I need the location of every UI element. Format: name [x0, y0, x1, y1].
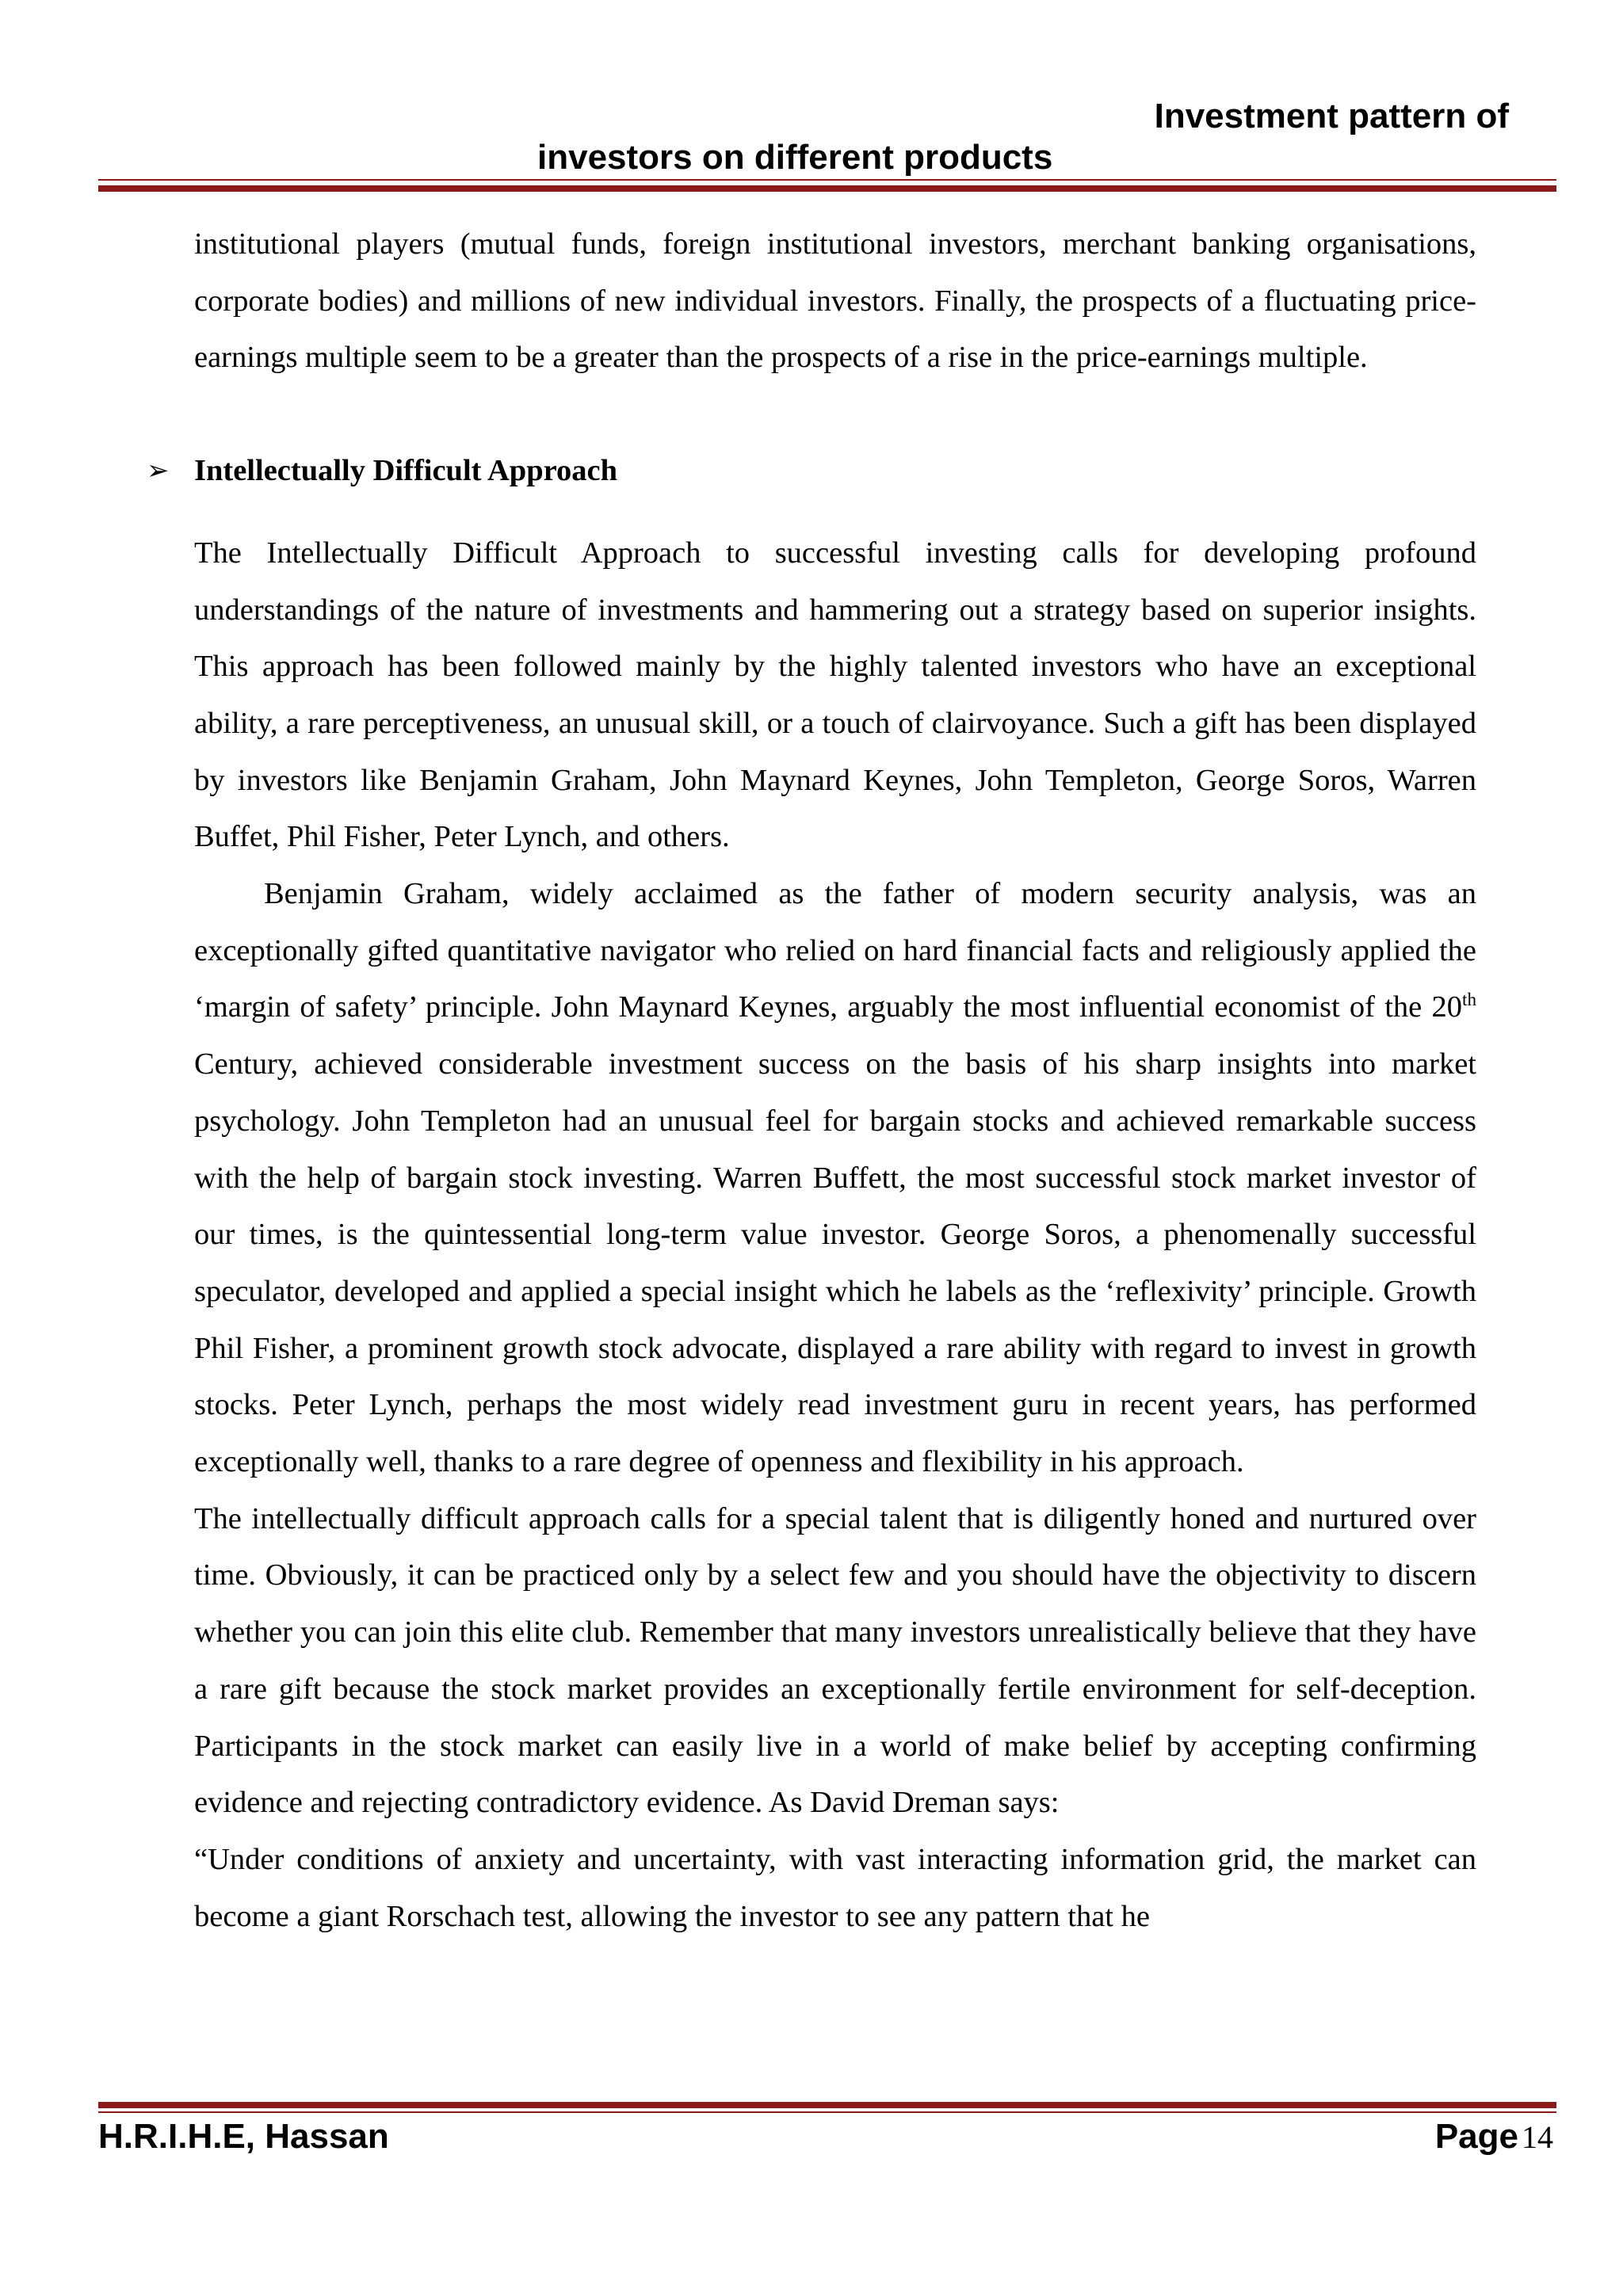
header-title-line1: Investment pattern of [1154, 97, 1509, 135]
header-rule-thin [98, 179, 1556, 181]
paragraph-2-part-a: Benjamin Graham, widely acclaimed as the father of modern security analysis, was an exceptionally gifted quantitative navigator who relied on hard financial facts and religiously applied the ‘margin of safety’ principle. John Maynard Keynes, arguably the most influential economist of the 20 [194, 877, 1476, 1024]
page-header [98, 97, 1509, 184]
paragraph-2 [194, 866, 1476, 1491]
arrow-bullet-icon: ➢ [147, 455, 170, 487]
paragraph-2-superscript: th [1462, 989, 1476, 1010]
footer-page-label: Page [1434, 2117, 1518, 2156]
footer-institution: H.R.I.H.E, Hassan [98, 2117, 389, 2156]
paragraph-2-part-b: Century, achieved considerable investment success on the basis of his sharp insights into market psychology. John Templeton had an unusual feel for bargain stocks and achieved remarkable success with the help of bargain stock investing. Warren Buffett, the most successful stock market investor of our times, is the quintessential long-term value investor. George Soros, a phenomenally successful speculator, developed and applied a special insight which he labels as the ‘reflexivity’ principle. Growth Phil Fisher, a prominent growth stock advocate, displayed a rare ability with regard to invest in growth stocks. Peter Lynch, perhaps the most widely read investment guru in recent years, has performed exceptionally well, thanks to a rare degree of openness and flexibility in his approach. [194, 1047, 1476, 1479]
header-title-line2: investors on different products [537, 138, 1053, 177]
section-heading-text: Intellectually Difficult Approach [194, 454, 617, 488]
paragraph-1: The Intellectually Difficult Approach to successful investing calls for developing profound understandings of the nature of investments and hammering out a strategy based on superior insights. This approach has been followed mainly by the highly talented investors who have an exceptional ability, a rare perceptiveness, an unusual skill, or a touch of clairvoyance. Such a gift has been displayed by investors like Benjamin Graham, John Maynard Keynes, John Templeton, George Soros, Warren Buffet, Phil Fisher, Peter Lynch, and others. [194, 536, 1476, 854]
continuation-paragraph: institutional players (mutual funds, foreign institutional investors, merchant banking organisations, corporate bodies) and millions of new individual investors. Finally, the prospects of a fluctuating price-earnings multiple seem to be a greater than the prospects of a rise in the price-earnings multiple. [194, 227, 1476, 375]
paragraph-3: The intellectually difficult approach calls for a special talent that is diligently honed and nurtured over time. Obviously, it can be practiced only by a select few and you should have the objectivity to discern whether you can join this elite club. Remember that many investors unrealistically believe that they have a rare gift because the stock market provides an exceptionally fertile environment for self-deception. Participants in the stock market can easily live in a world of make belief by accepting confirming evidence and rejecting contradictory evidence. As David Dreman says: [194, 1501, 1476, 1820]
footer-rule-thick [98, 2102, 1556, 2108]
footer-rule-thin [98, 2111, 1556, 2113]
footer-page [1435, 2117, 1553, 2164]
header-rule-thick [98, 185, 1556, 192]
page-body [147, 216, 1476, 1945]
quote-paragraph: “Under conditions of anxiety and uncertainty, with vast interacting information grid, the market can become a giant Rorschach test, allowing the investor to see any pattern that he [194, 1842, 1476, 1933]
section-heading [147, 443, 1476, 500]
footer-page-number: 14 [1522, 2119, 1553, 2155]
